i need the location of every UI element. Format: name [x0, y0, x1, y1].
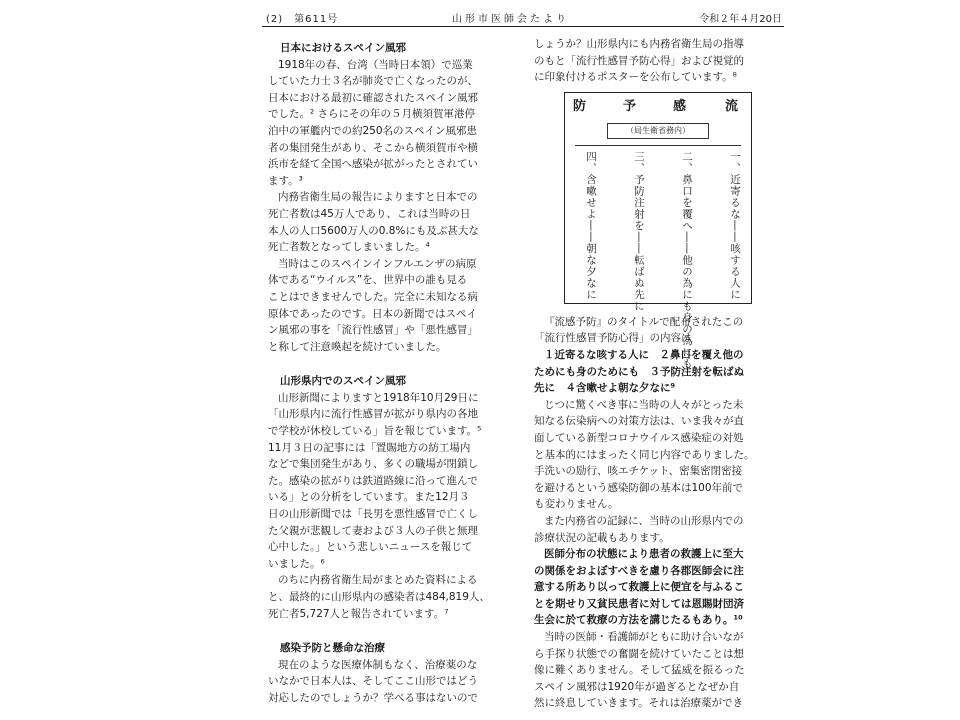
- text-line: 内務省衛生局の報告によりますと日本での: [278, 191, 478, 204]
- text-line: 11月３日の記事には「置賜地方の紡工場内: [268, 441, 471, 454]
- poster-rule-4: 四、含嗽せよ――朝な夕なに: [585, 150, 597, 301]
- text-line: で学校が休校している」旨を報じています。⁵: [268, 425, 482, 438]
- text-line: １近寄るな咳する人に ２鼻口を覆え他の: [544, 348, 744, 361]
- text-line: 意する所あり以って救護上に便宜を与ふるこ: [534, 581, 744, 594]
- text-line: のもと「流行性感冒予防心得」および視覚的: [534, 54, 744, 67]
- section-body-spanish-flu-japan: [268, 57, 513, 356]
- text-line: 山形新聞によりますと1918年10月29日に: [278, 391, 479, 404]
- text-line: た。感染の拡がりは鉄道路線に沿って進んで: [268, 474, 478, 487]
- text-line: 原体であったのです。日本の新聞ではスペイ: [268, 307, 478, 320]
- text-line: 泊中の軍艦内での約250名のスペイン風邪患: [268, 124, 478, 137]
- issue-date: 令和２年４月20日: [699, 14, 782, 25]
- poster-divider: [575, 145, 741, 146]
- text-line: 本人の人口5600万人の0.8%にも及ぶ甚大な: [268, 224, 479, 237]
- text-line: また内務省の記録に、当時の山形県内での: [544, 514, 744, 527]
- text-line: 医師分布の状態により患者の救護上に至大: [544, 548, 744, 561]
- text-line: でした。² さらにその年の５月横須賀軍港停: [268, 108, 476, 121]
- text-line: 浜市を経て全国へ感染が拡がったとされてい: [268, 158, 478, 171]
- text-line: ら手探り状態での奮闘を続けていたことは想: [534, 647, 744, 660]
- text-line: 対応したのでしょうか？学べる事はないので: [268, 691, 478, 704]
- ministry-record-quote: [534, 546, 782, 629]
- right-column: [534, 36, 782, 712]
- text-line: 当時の医師・看護師がともに助け合いなが: [544, 631, 744, 644]
- text-line: スペイン風邪は1920年が過ぎるとなぜか自: [534, 680, 740, 693]
- poster-title-char: 予: [623, 98, 637, 114]
- text-line: 1918年の春、台湾（当時日本領）で巡業: [278, 58, 473, 71]
- text-line: 現在のような医療体制もなく、治療薬のな: [278, 658, 478, 671]
- text-line: 面している新型コロナウイルス感染症の対処: [534, 431, 744, 444]
- text-line: 当時はこのスペインインフルエンザの病原: [278, 257, 477, 270]
- newsletter-page: [262, 8, 784, 720]
- text-line: 像に難くありません。そして猛威を振るった: [534, 664, 745, 677]
- section-body-prevention: [268, 657, 513, 707]
- section-title-yamagata: 山形県内でのスペイン風邪: [280, 375, 406, 388]
- text-line: 手洗いの励行、咳エチケット、密集密閉密接: [534, 465, 743, 478]
- text-line: じつに驚くべき事に当時の人々がとった未: [544, 398, 744, 411]
- text-line: 死亡者数となってしまいました。⁴: [268, 241, 430, 254]
- text-line: 心中した。」という悲しいニュースを報じて: [268, 541, 473, 554]
- text-line: と、最終的に山形県内の感染者は484,819人、: [268, 591, 490, 603]
- poster-title: [565, 99, 751, 119]
- poster-subtitle: （局生衛省務内）: [607, 123, 709, 139]
- section-title-spanish-flu-japan: 日本におけるスペイン風邪: [280, 42, 406, 54]
- text-line: た父親が悲観して妻および３人の子供と無理: [268, 524, 478, 537]
- text-line: などで集団発生があり、多くの職場が閉鎖し: [268, 458, 478, 471]
- text-line: 日の山形新聞では「長男を悪性感冒で亡くし: [268, 508, 478, 521]
- text-line: 知なる伝染病への対策方法は、いま我々が直: [534, 415, 744, 428]
- newsletter-title: 山形市医師会たより: [452, 14, 569, 25]
- page-header: [262, 8, 784, 27]
- text-line: を避けるという感染防御の基本は100年前で: [534, 481, 744, 494]
- text-line: いなかで日本人は、そしてここ山形ではどう: [268, 675, 478, 688]
- prevention-rules-list: [534, 347, 782, 397]
- poster-title-char: 防: [573, 98, 587, 114]
- poster-rule-1: 一、近寄るな――咳する人に: [729, 150, 741, 301]
- text-line: とを期せり又貧民患者に対しては恩賜財団済: [534, 597, 744, 610]
- text-line: の関係をおよぼすべきを慮り各郡医師会に注: [534, 564, 744, 577]
- text-line: と基本的にはまったく同じ内容でありました。: [534, 448, 755, 461]
- text-line: ン風邪の事を「流行性感冒」や「悪性感冒」: [268, 324, 478, 337]
- poster-title-char: 感: [673, 98, 687, 114]
- text-line: 者の集団発生があり、そこから横須賀市や横: [268, 141, 478, 154]
- text-line: に印象付けるポスターを公布しています。⁸: [534, 71, 737, 84]
- text-line: ます。³: [268, 174, 303, 187]
- text-line: ためにも身のためにも ３予防注射を転ばぬ: [534, 365, 744, 378]
- text-line: ことはできませんでした。完全に未知なる病: [268, 290, 478, 303]
- left-column: [268, 40, 513, 707]
- text-line: のちに内務省衛生局がまとめた資料による: [278, 574, 478, 587]
- text-line: 生会に於て救療の方法を講じたるもあり。¹⁰: [534, 614, 743, 627]
- text-line: 診療状況の記載もあります。: [534, 531, 670, 544]
- text-line: 「山形県内に流行性感冒が拡がり県内の各地: [268, 408, 478, 421]
- issue-number: (2) 第611号: [266, 14, 339, 25]
- section-body-yamagata: [268, 390, 513, 622]
- text-line: していた力士３名が肺炎で亡くなったのが、: [268, 75, 478, 88]
- text-line: 死亡者数は45万人であり、これは当時の日: [268, 207, 471, 220]
- text-line: 『流感予防』のタイトルで配布されたこの: [544, 315, 744, 328]
- text-line: も変わりません。: [534, 498, 619, 511]
- poster-title-char: 流: [725, 98, 739, 114]
- text-line: 「流行性感冒予防心得」の内容は: [534, 332, 692, 345]
- section-title-prevention: 感染予防と懸命な治療: [280, 642, 385, 655]
- poster-rule-3: 三、予防注射を――転ばぬ先に: [633, 150, 645, 312]
- text-line: 死亡者5,727人と報告されています。⁷: [268, 607, 449, 620]
- text-line: と称して注意喚起を続けていました。: [268, 340, 447, 353]
- text-line: 然に終息していきます。それは治療薬ができ: [534, 697, 744, 710]
- text-line: いました。⁶: [268, 557, 325, 570]
- text-line: しょうか？山形県内にも内務省衛生局の指導: [534, 38, 744, 50]
- text-line: 体である“ウイルス”を、世界中の誰も見る: [268, 274, 468, 287]
- poster-rule-2: 二、鼻口を覆へ――他の為にも身の為にも: [681, 150, 693, 370]
- text-line: いる」との分析をしています。また12月３: [268, 491, 470, 504]
- text-line: 先に ４含嗽せよ朝な夕なに⁹: [534, 382, 676, 395]
- text-line: 日本における最初に確認されたスペイン風邪: [268, 91, 478, 104]
